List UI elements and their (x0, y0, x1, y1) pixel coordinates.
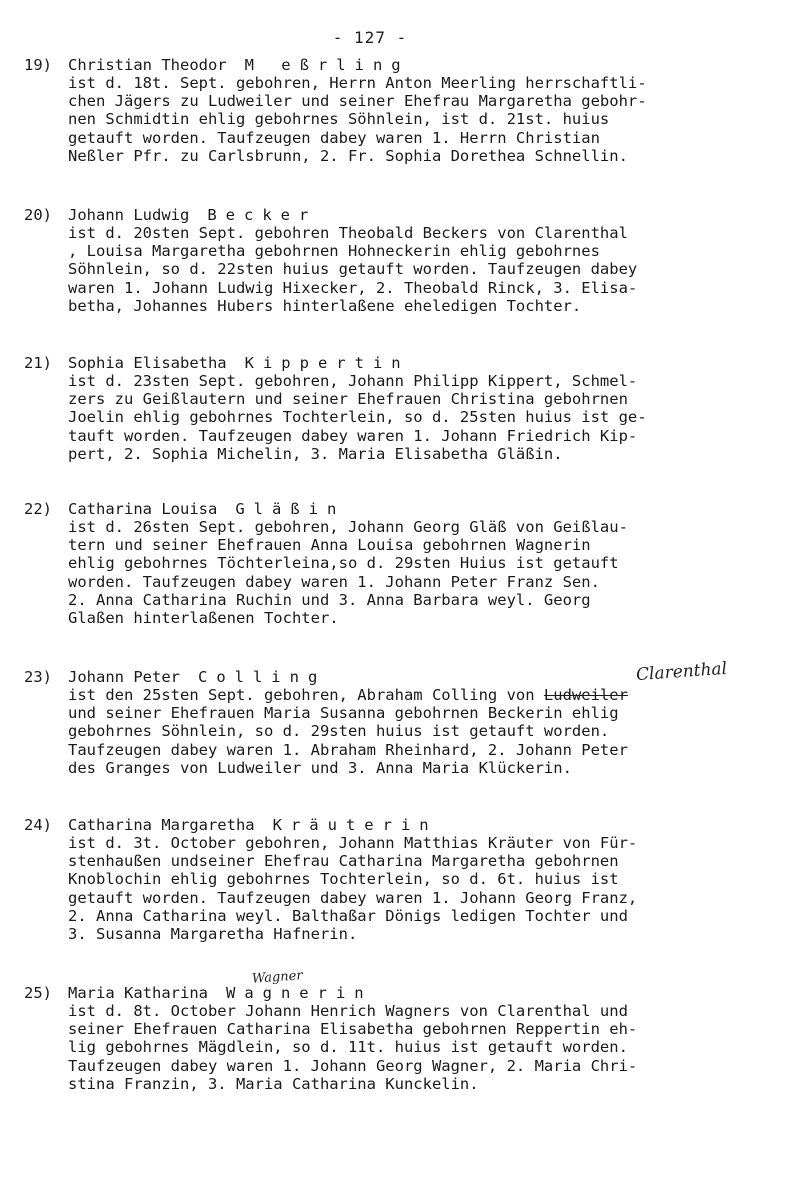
handwritten-correction: Clarenthal (635, 658, 728, 686)
baptism-entry (24, 206, 774, 315)
entry-number: 19) (24, 56, 52, 74)
baptism-entry (24, 354, 774, 463)
entry-number: 25) (24, 984, 52, 1002)
entry-text (68, 224, 774, 315)
entry-text (68, 1002, 774, 1093)
entry-line: tauft worden. Taufzeugen dabey waren 1. Johann Friedrich Kip- (68, 426, 638, 445)
entry-text (68, 372, 774, 463)
struck-word: Ludweiler (543, 686, 628, 704)
entry-heading (24, 984, 774, 1002)
entry-line: getauft worden. Taufzeugen dabey waren 1. Herrn Christian (68, 128, 600, 147)
baptism-entry (24, 816, 774, 943)
entry-line: Taufzeugen dabey waren 1. Abraham Rheinhard, 2. Johann Peter (68, 740, 628, 759)
handwritten-correction: Wagner (251, 968, 304, 987)
entry-line: Knoblochin ehlig gebohrnes Tochterlein, so d. 6t. huius ist (68, 870, 619, 889)
entry-line: getauft worden. Taufzeugen dabey waren 1. Johann Georg Franz, (68, 888, 638, 907)
baptism-entry (24, 56, 774, 165)
entry-line: seiner Ehefrauen Catharina Elisabetha gebohrnen Reppertin eh- (68, 1020, 638, 1039)
entry-line: ist d. 23sten Sept. gebohren, Johann Philipp Kippert, Schmel- (68, 372, 638, 390)
entry-line: Glaßen hinterlaßenen Tochter. (68, 609, 339, 628)
given-names: Catharina Margaretha (68, 816, 255, 834)
entry-line: 2. Anna Catharina Ruchin und 3. Anna Barbara weyl. Georg (68, 590, 591, 609)
entry-text (68, 74, 774, 165)
entry-heading (24, 56, 774, 74)
entry-line: betha, Johannes Hubers hinterlaßene eheledigen Tochter. (68, 296, 582, 315)
entry-line: des Granges von Ludweiler und 3. Anna Maria Klückerin. (68, 758, 572, 777)
entry-text (68, 686, 774, 777)
given-names: Johann Peter (68, 668, 180, 686)
entry-number: 23) (24, 668, 52, 686)
entry-line: ist d. 26sten Sept. gebohren, Johann Georg Gläß von Geißlau- (68, 518, 628, 536)
surname: Gläßin (235, 500, 346, 518)
surname: Kräuterin (272, 816, 438, 834)
entry-line: Joelin ehlig gebohrnes Tochterlein, so d. 25sten huius ist ge- (68, 408, 647, 427)
entry-line (68, 686, 774, 704)
entry-line: nen Schmidtin ehlig gebohrnes Söhnlein, ist d. 21st. huius (68, 110, 610, 129)
entry-heading (24, 206, 774, 224)
entry-line: zers zu Geißlautern und seiner Ehefrauen Christina gebohrnen (68, 390, 628, 409)
entry-number: 22) (24, 500, 52, 518)
given-names: Christian Theodor (68, 56, 227, 74)
entry-heading (24, 500, 774, 518)
baptism-entry (24, 968, 774, 1093)
entry-text (68, 834, 774, 943)
entry-line: worden. Taufzeugen dabey waren 1. Johann Peter Franz Sen. (68, 572, 600, 591)
entry-number: 20) (24, 206, 52, 224)
entry-line: Neßler Pfr. zu Carlsbrunn, 2. Fr. Sophia Dorethea Schnellin. (68, 146, 628, 165)
entry-line: ehlig gebohrnes Töchterleina,so d. 29sten Huius ist getauft (68, 554, 619, 573)
entry-number: 21) (24, 354, 52, 372)
baptism-entry (24, 658, 774, 777)
entry-heading (24, 816, 774, 834)
entry-line: chen Jägers zu Ludweiler und seiner Ehefrau Margaretha gebohr- (68, 92, 647, 111)
entry-line: , Louisa Margaretha gebohrnen Hohneckerin ehlig gebohrnes (68, 242, 600, 261)
entry-line: stenhaußen undseiner Ehefrau Catharina Margaretha gebohrnen (68, 852, 619, 871)
given-names: Sophia Elisabetha (68, 354, 227, 372)
surname: M eßrling (244, 56, 410, 74)
entry-line: ist d. 20sten Sept. gebohren Theobald Beckers von Clarenthal (68, 224, 628, 242)
given-names: Johann Ludwig (68, 206, 190, 224)
entry-line: und seiner Ehefrauen Maria Susanna gebohrnen Beckerin ehlig (68, 704, 619, 723)
entry-text (68, 518, 774, 627)
page-number: - 127 - (332, 28, 408, 47)
entry-line: lig gebohrnes Mägdlein, so d. 11t. huius ist getauft worden. (68, 1038, 628, 1057)
entry-line: tern und seiner Ehefrauen Anna Louisa gebohrnen Wagnerin (68, 536, 591, 555)
entry-line-text: ist den 25sten Sept. gebohren, Abraham Colling von (68, 686, 544, 704)
baptism-entry (24, 500, 774, 627)
entry-line: 2. Anna Catharina weyl. Balthaßar Dönigs ledigen Tochter und (68, 906, 628, 925)
entry-line: ist d. 18t. Sept. gebohren, Herrn Anton Meerling herrschaftli- (68, 74, 647, 92)
entry-heading (24, 354, 774, 372)
entry-line: Taufzeugen dabey waren 1. Johann Georg Wagner, 2. Maria Chri- (68, 1056, 638, 1075)
entry-line: ist d. 8t. October Johann Henrich Wagners von Clarenthal und (68, 1002, 628, 1020)
entry-line: gebohrnes Söhnlein, so d. 29sten huius ist getauft worden. (68, 722, 610, 741)
surname: Becker (207, 206, 318, 224)
surname: Kippertin (244, 354, 410, 372)
entry-line: waren 1. Johann Ludwig Hixecker, 2. Theobald Rinck, 3. Elisa- (68, 278, 638, 297)
entry-line: Söhnlein, so d. 22sten huius getauft worden. Taufzeugen dabey (68, 260, 638, 279)
entry-line: pert, 2. Sophia Michelin, 3. Maria Elisabetha Gläßin. (68, 444, 563, 463)
entry-number: 24) (24, 816, 52, 834)
entry-line: ist d. 3t. October gebohren, Johann Matthias Kräuter von Für- (68, 834, 638, 852)
entry-line: stina Franzin, 3. Maria Catharina Kunckelin. (68, 1074, 479, 1093)
given-names: Catharina Louisa (68, 500, 218, 518)
surname: Wagnerin (225, 984, 373, 1002)
surname: Colling (197, 668, 327, 686)
given-names: Maria Katharina (68, 984, 208, 1002)
entry-line: 3. Susanna Margaretha Hafnerin. (68, 925, 358, 944)
